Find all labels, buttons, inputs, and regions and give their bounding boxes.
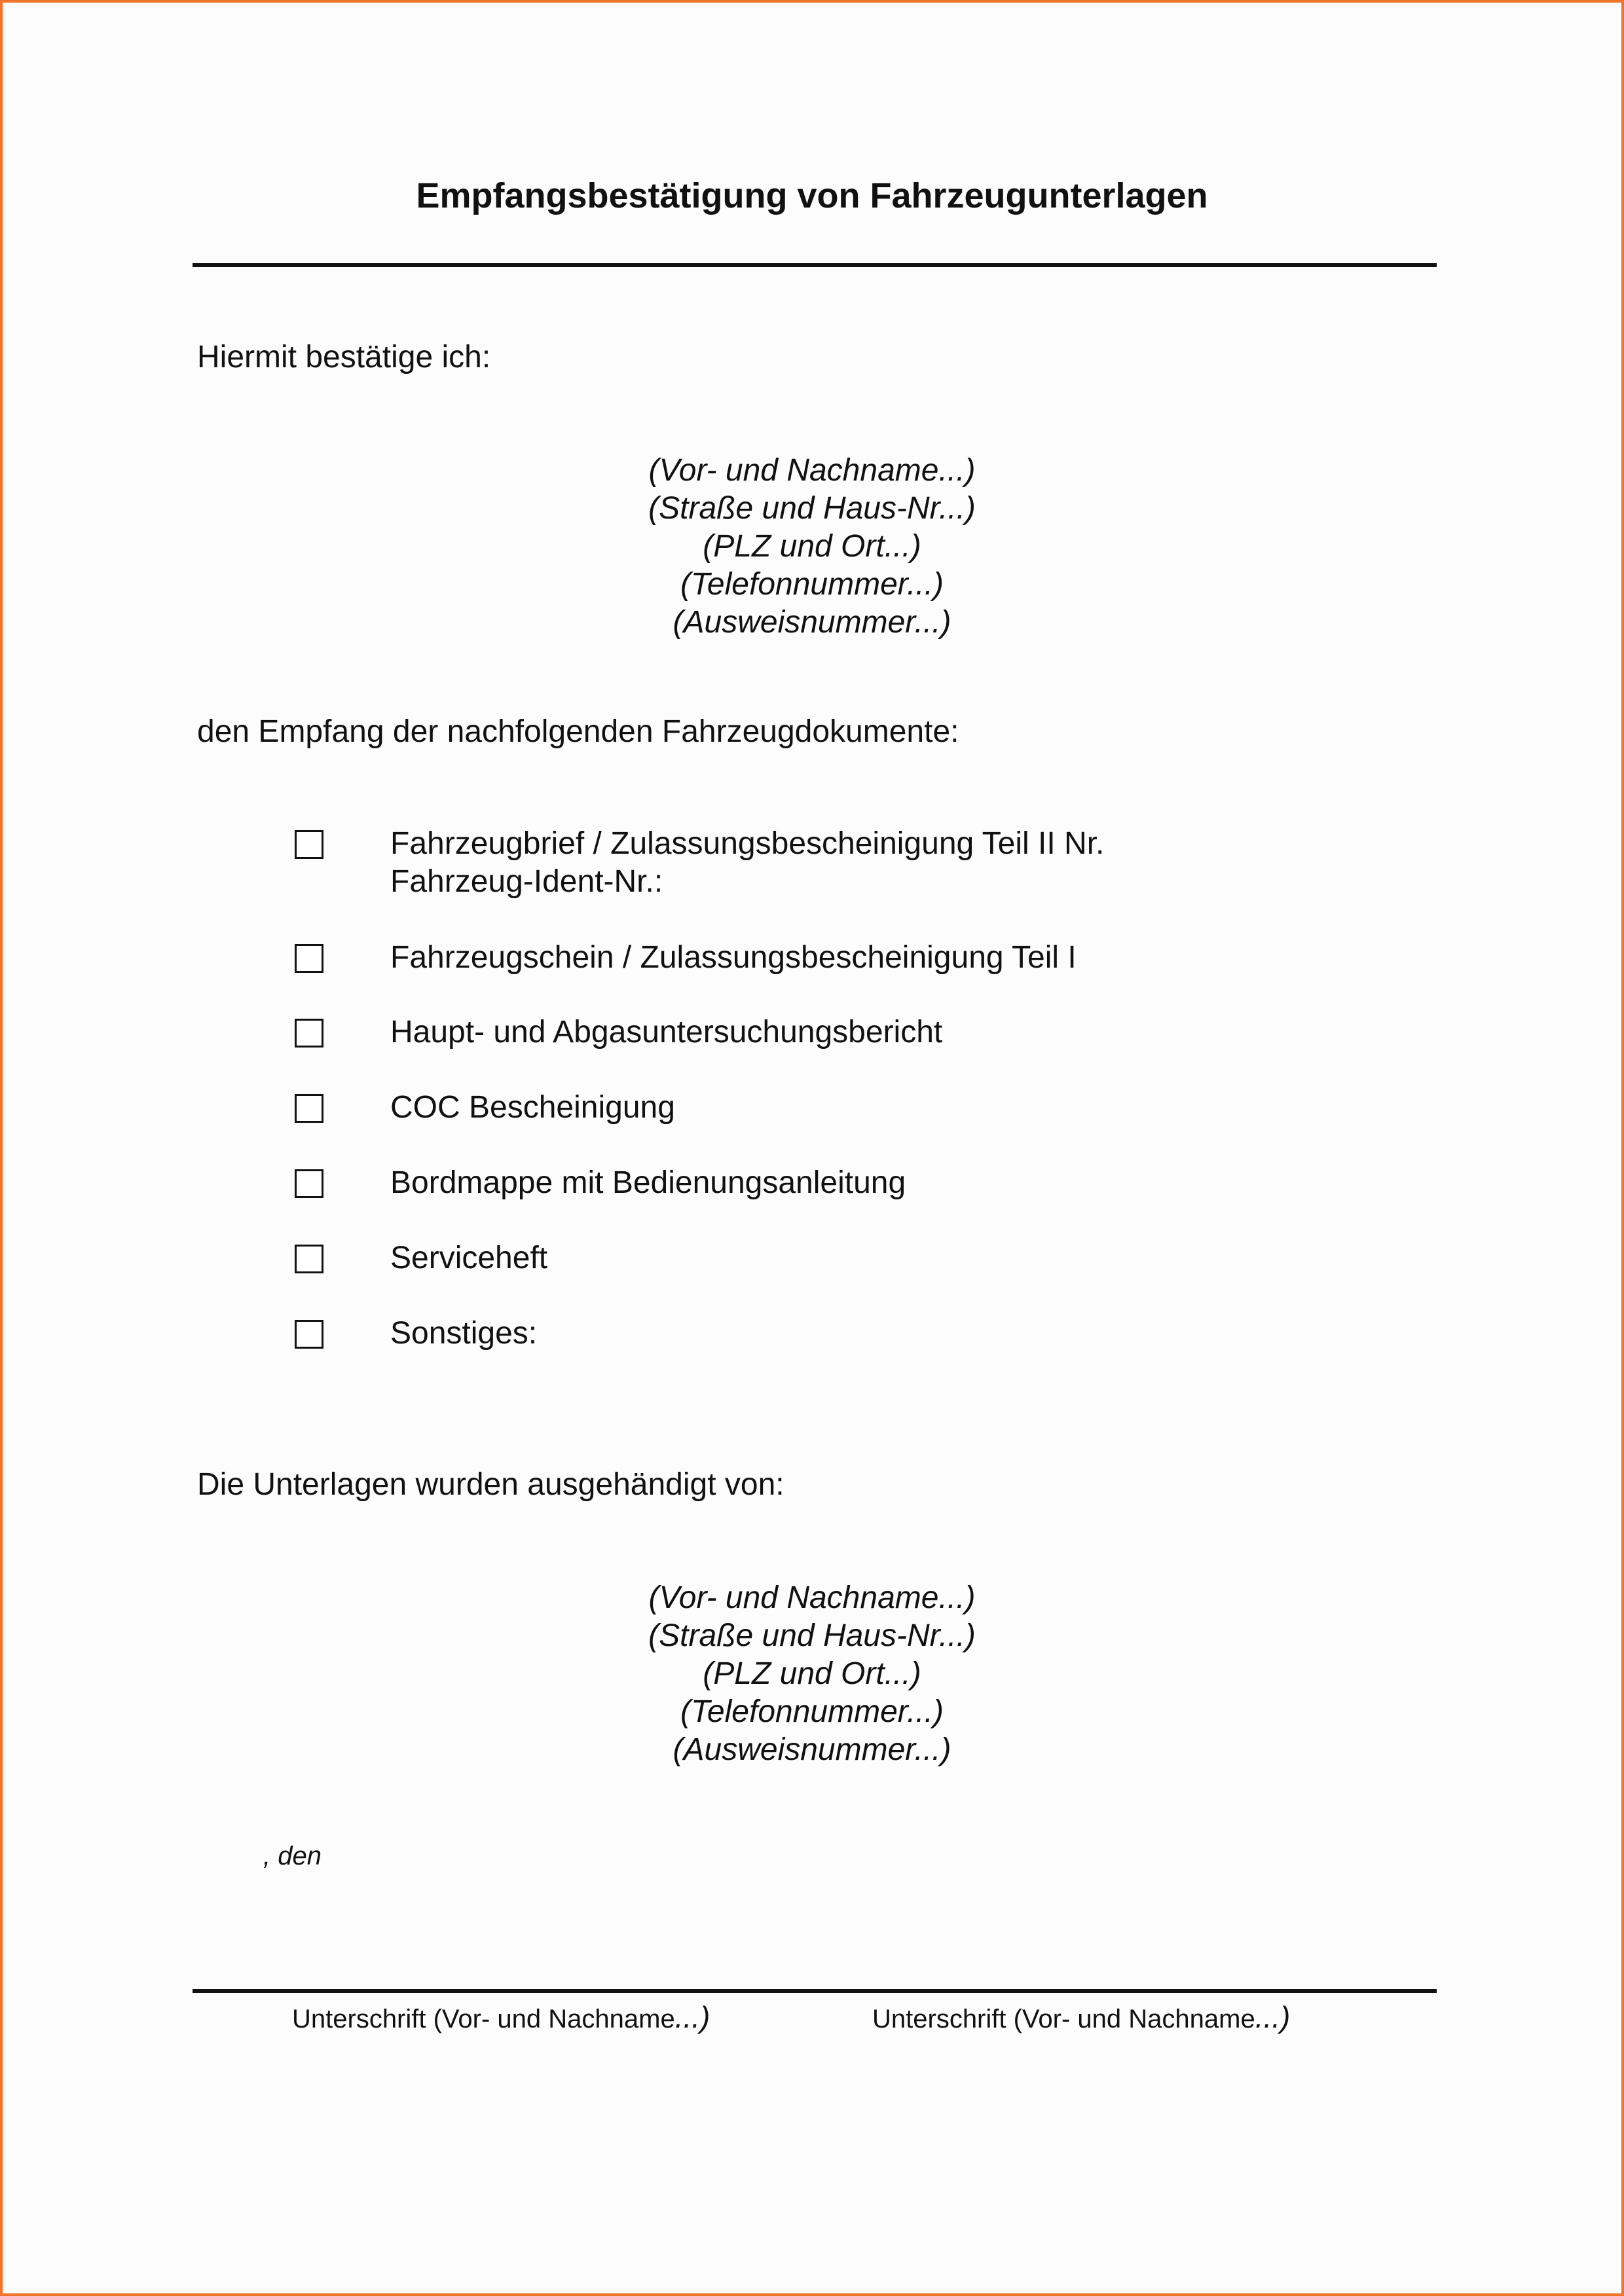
checklist-item-label	[390, 825, 1104, 901]
checkbox[interactable]	[295, 944, 323, 973]
checklist-item-sublabel: Fahrzeug-Ident-Nr.:	[390, 864, 663, 899]
checkbox[interactable]	[295, 1320, 323, 1349]
recipient-id-number: (Ausweisnummer...)	[673, 605, 951, 640]
signature-right-label	[872, 2001, 1290, 2035]
checklist-item-label: Fahrzeugschein / Zulassungsbescheinigung Teil I	[390, 940, 1077, 975]
recipient-city: (PLZ und Ort...)	[703, 529, 921, 564]
checkbox[interactable]	[295, 1169, 323, 1198]
recipient-phone: (Telefonnummer...)	[680, 567, 944, 602]
title-divider	[193, 263, 1437, 267]
checkbox[interactable]	[295, 830, 323, 859]
recipient-street: (Straße und Haus-Nr...)	[648, 491, 976, 526]
checkbox[interactable]	[295, 1094, 323, 1123]
issuer-id-number: (Ausweisnummer...)	[673, 1732, 951, 1767]
checklist-item-label: Serviceheft	[390, 1241, 548, 1275]
issuer-street: (Straße und Haus-Nr...)	[648, 1618, 976, 1653]
checkbox[interactable]	[295, 1245, 323, 1273]
documents-intro-text: den Empfang der nachfolgenden Fahrzeugdokumente:	[197, 714, 959, 749]
signature-left-label	[292, 2001, 710, 2035]
checklist-item-label: Bordmappe mit Bedienungsanleitung	[390, 1165, 906, 1200]
signature-right-suffix: ...)	[1255, 2000, 1291, 2034]
intro-text: Hiermit bestätige ich:	[197, 340, 491, 374]
signature-line	[193, 1989, 1437, 1993]
checklist-item-label: COC Bescheinigung	[390, 1090, 675, 1125]
checklist-item-label: Sonstiges:	[390, 1316, 538, 1351]
signature-left-suffix: ...)	[674, 2000, 710, 2034]
recipient-address-block	[3, 452, 1621, 642]
issuer-name: (Vor- und Nachname...)	[648, 1580, 976, 1615]
checkbox[interactable]	[295, 1019, 323, 1048]
checklist-item-label-line: Fahrzeugbrief / Zulassungsbescheinigung Teil II Nr.	[390, 826, 1105, 861]
signature-left-text: Unterschrift (Vor- und Nachname	[292, 2005, 675, 2033]
issuer-address-block	[3, 1579, 1621, 1769]
place-date-field: , den	[263, 1842, 322, 1870]
handed-over-intro-text: Die Unterlagen wurden ausgehändigt von:	[197, 1467, 784, 1502]
checklist-item-label: Haupt- und Abgasuntersuchungsbericht	[390, 1015, 943, 1049]
issuer-phone: (Telefonnummer...)	[680, 1694, 944, 1729]
signature-right-text: Unterschrift (Vor- und Nachname	[872, 2005, 1255, 2033]
document-title: Empfangsbestätigung von Fahrzeugunterlagen	[416, 176, 1208, 215]
recipient-name: (Vor- und Nachname...)	[648, 453, 976, 488]
issuer-city: (PLZ und Ort...)	[703, 1656, 921, 1691]
